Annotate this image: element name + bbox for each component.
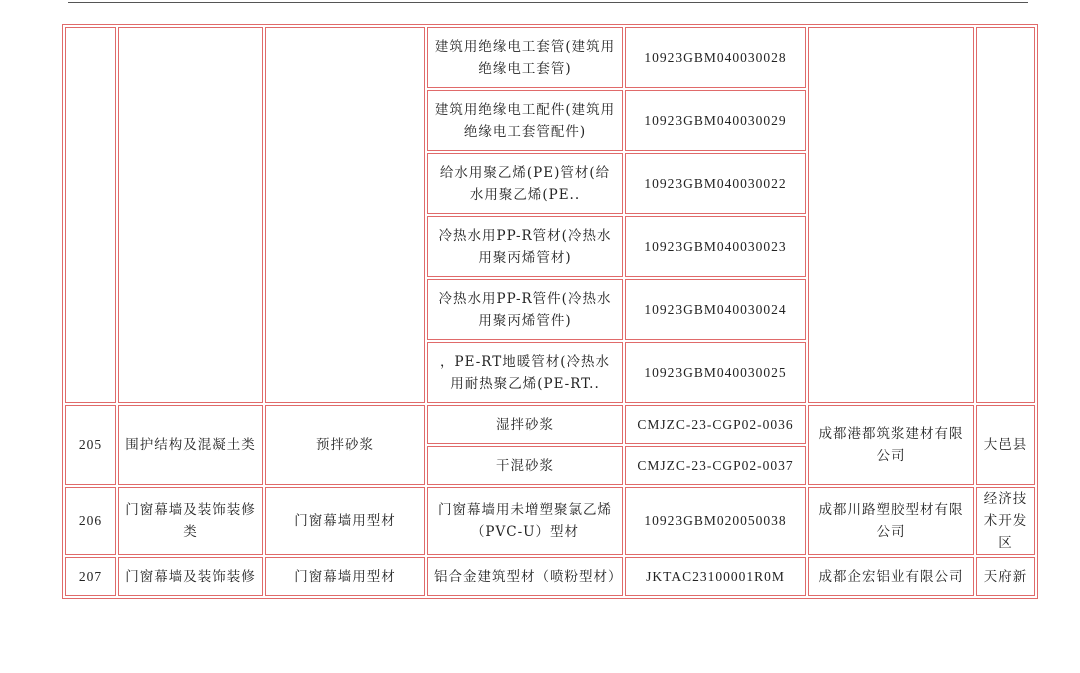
- num-cell: 206: [65, 487, 116, 555]
- category-cell: 门窗幕墙及装饰装修类: [118, 487, 263, 555]
- num-cell: 207: [65, 557, 116, 596]
- product-cell: 冷热水用PP-R管材(冷热水用聚丙烯管材): [427, 216, 623, 277]
- type-cell: 门窗幕墙用型材: [265, 557, 425, 596]
- type-cell: 门窗幕墙用型材: [265, 487, 425, 555]
- company-cell: 成都企宏铝业有限公司: [808, 557, 974, 596]
- code-cell: 10923GBM020050038: [625, 487, 806, 555]
- region-cell: 大邑县: [976, 405, 1035, 485]
- code-cell: 10923GBM040030022: [625, 153, 806, 214]
- company-cell: 成都港都筑浆建材有限公司: [808, 405, 974, 485]
- product-cell: 门窗幕墙用未增塑聚氯乙烯（PVC-U）型材: [427, 487, 623, 555]
- num-cell: 205: [65, 405, 116, 485]
- code-cell: 10923GBM040030024: [625, 279, 806, 340]
- table-row: [65, 27, 1035, 88]
- page-top-rule: [68, 2, 1028, 3]
- region-cell: 天府新: [976, 557, 1035, 596]
- company-cell-empty: [808, 27, 974, 403]
- num-cell-empty: [65, 27, 116, 403]
- code-cell: JKTAC23100001R0M: [625, 557, 806, 596]
- product-cell: ，PE-RT地暖管材(冷热水用耐热聚乙烯(PE-RT..: [427, 342, 623, 403]
- product-cell: 建筑用绝缘电工套管(建筑用绝缘电工套管): [427, 27, 623, 88]
- product-cell: 铝合金建筑型材（喷粉型材）: [427, 557, 623, 596]
- type-cell-empty: [265, 27, 425, 403]
- table-row-205: [65, 405, 1035, 444]
- code-cell: CMJZC-23-CGP02-0037: [625, 446, 806, 485]
- table-row-206: [65, 487, 1035, 555]
- product-cell: 干混砂浆: [427, 446, 623, 485]
- table-row-207: [65, 557, 1035, 596]
- code-cell: 10923GBM040030023: [625, 216, 806, 277]
- type-cell: 预拌砂浆: [265, 405, 425, 485]
- code-cell: CMJZC-23-CGP02-0036: [625, 405, 806, 444]
- region-cell: 经济技术开发区: [976, 487, 1035, 555]
- product-cell: 建筑用绝缘电工配件(建筑用绝缘电工套管配件): [427, 90, 623, 151]
- code-cell: 10923GBM040030028: [625, 27, 806, 88]
- category-cell-empty: [118, 27, 263, 403]
- region-cell-empty: [976, 27, 1035, 403]
- category-cell: 围护结构及混凝土类: [118, 405, 263, 485]
- product-cell: 湿拌砂浆: [427, 405, 623, 444]
- product-table: [62, 24, 1038, 599]
- product-cell: 给水用聚乙烯(PE)管材(给水用聚乙烯(PE..: [427, 153, 623, 214]
- code-cell: 10923GBM040030029: [625, 90, 806, 151]
- product-cell: 冷热水用PP-R管件(冷热水用聚丙烯管件): [427, 279, 623, 340]
- company-cell: 成都川路塑胶型材有限公司: [808, 487, 974, 555]
- category-cell: 门窗幕墙及装饰装修: [118, 557, 263, 596]
- code-cell: 10923GBM040030025: [625, 342, 806, 403]
